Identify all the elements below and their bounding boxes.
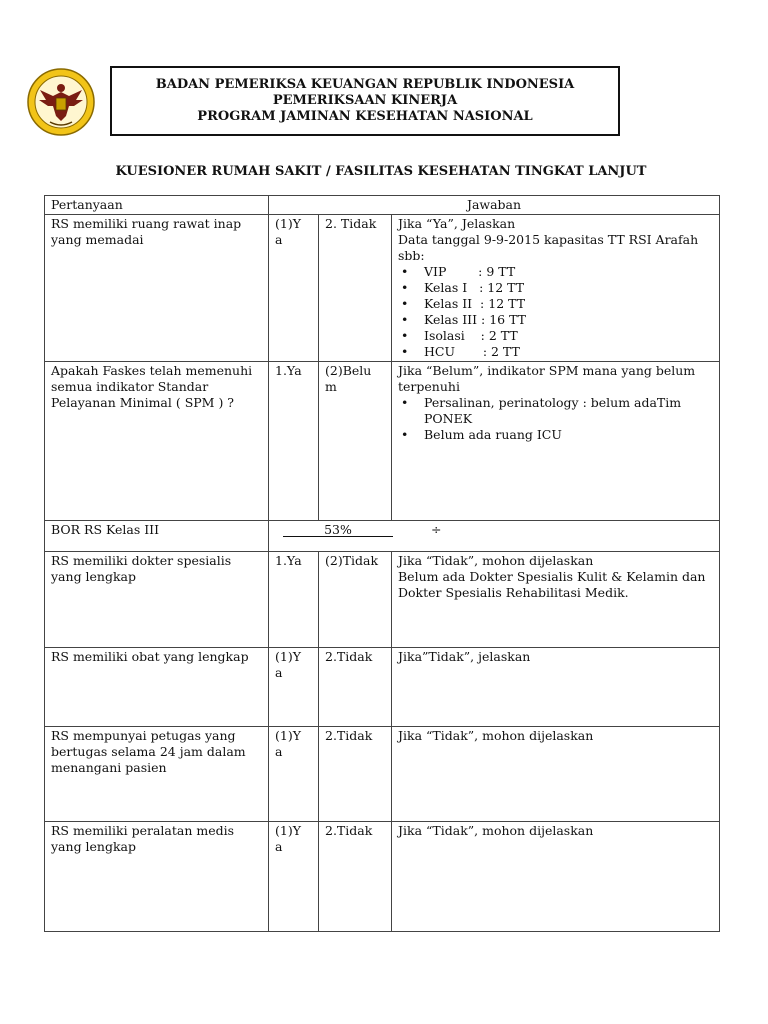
table-row	[45, 552, 720, 648]
capacity-list	[398, 264, 713, 360]
table-row	[45, 362, 720, 521]
answer-cell: Jika”Tidak”, jelaskan	[392, 648, 720, 727]
answer-text: Jika “Ya”, Jelaskan	[398, 216, 516, 231]
option-2-cell: (2)Belu m	[319, 362, 392, 521]
option-2-cell: 2.Tidak	[319, 648, 392, 727]
list-item: • Persalinan, perinatology : belum adaTim PONEK	[398, 395, 713, 427]
question-cell: RS mempunyai petugas yang bertugas selama 24 jam dalam menangani pasien	[45, 727, 269, 822]
option-1-cell: (1)Y a	[269, 822, 319, 932]
option-1-cell: (1)Y a	[269, 727, 319, 822]
header-line-1: BADAN PEMERIKSA KEUANGAN REPUBLIK INDONESIA	[155, 77, 575, 92]
header-line-3: PROGRAM JAMINAN KESEHATAN NASIONAL	[197, 109, 533, 124]
question-cell: RS memiliki peralatan medis yang lengkap	[45, 822, 269, 932]
list-item: • HCU : 2 TT	[398, 344, 713, 360]
question-cell: RS memiliki ruang rawat inap yang memadai	[45, 215, 269, 362]
header-line-2: PEMERIKSAAN KINERJA	[272, 93, 458, 108]
answer-cell	[392, 362, 720, 521]
spm-list	[398, 395, 713, 443]
bor-value: 53%	[283, 523, 393, 537]
table-row	[45, 215, 720, 362]
header-pertanyaan: Pertanyaan	[45, 196, 269, 215]
answer-detail: Data tanggal 9-9-2015 kapasitas TT RSI Arafah sbb:	[398, 232, 699, 263]
header-box	[110, 66, 620, 136]
option-1-cell: (1)Y a	[269, 648, 319, 727]
answer-cell	[392, 215, 720, 362]
option-2-cell: 2.Tidak	[319, 727, 392, 822]
division-mark: ÷	[430, 522, 442, 537]
answer-text: Jika “Tidak”, mohon dijelaskan	[398, 553, 594, 568]
list-item: • Belum ada ruang ICU	[398, 427, 713, 443]
table-header-row	[45, 196, 720, 215]
list-item: • VIP : 9 TT	[398, 264, 713, 280]
answer-cell: Jika “Tidak”, mohon dijelaskan	[392, 727, 720, 822]
answer-detail: Belum ada Dokter Spesialis Kulit & Kelamin dan Dokter Spesialis Rehabilitasi Medik.	[398, 569, 706, 600]
questionnaire-table	[44, 195, 720, 932]
answer-cell: Jika “Tidak”, mohon dijelaskan	[392, 822, 720, 932]
list-item: • Isolasi : 2 TT	[398, 328, 713, 344]
option-1-cell: (1)Y a	[269, 215, 319, 362]
table-row	[45, 521, 720, 552]
option-1-cell: 1.Ya	[269, 552, 319, 648]
header-jawaban: Jawaban	[269, 196, 720, 215]
option-2-cell: (2)Tidak	[319, 552, 392, 648]
document-title: KUESIONER RUMAH SAKIT / FASILITAS KESEHATAN TINGKAT LANJUT	[115, 164, 647, 179]
bor-value-cell	[269, 521, 720, 552]
table-row	[45, 648, 720, 727]
list-item: • Kelas I : 12 TT	[398, 280, 713, 296]
list-item: • Kelas III : 16 TT	[398, 312, 713, 328]
answer-cell	[392, 552, 720, 648]
question-cell: RS memiliki dokter spesialis yang lengkap	[45, 552, 269, 648]
option-2-cell: 2.Tidak	[319, 822, 392, 932]
question-cell: RS memiliki obat yang lengkap	[45, 648, 269, 727]
question-cell: Apakah Faskes telah memenuhi semua indikator Standar Pelayanan Minimal ( SPM ) ?	[45, 362, 269, 521]
question-cell: BOR RS Kelas III	[45, 521, 269, 552]
answer-text: Jika “Belum”, indikator SPM mana yang belum terpenuhi	[398, 363, 696, 394]
option-1-cell: 1.Ya	[269, 362, 319, 521]
garuda-emblem-logo	[22, 66, 100, 138]
table-row	[45, 822, 720, 932]
list-item: • Kelas II : 12 TT	[398, 296, 713, 312]
table-row	[45, 727, 720, 822]
option-2-cell: 2. Tidak	[319, 215, 392, 362]
